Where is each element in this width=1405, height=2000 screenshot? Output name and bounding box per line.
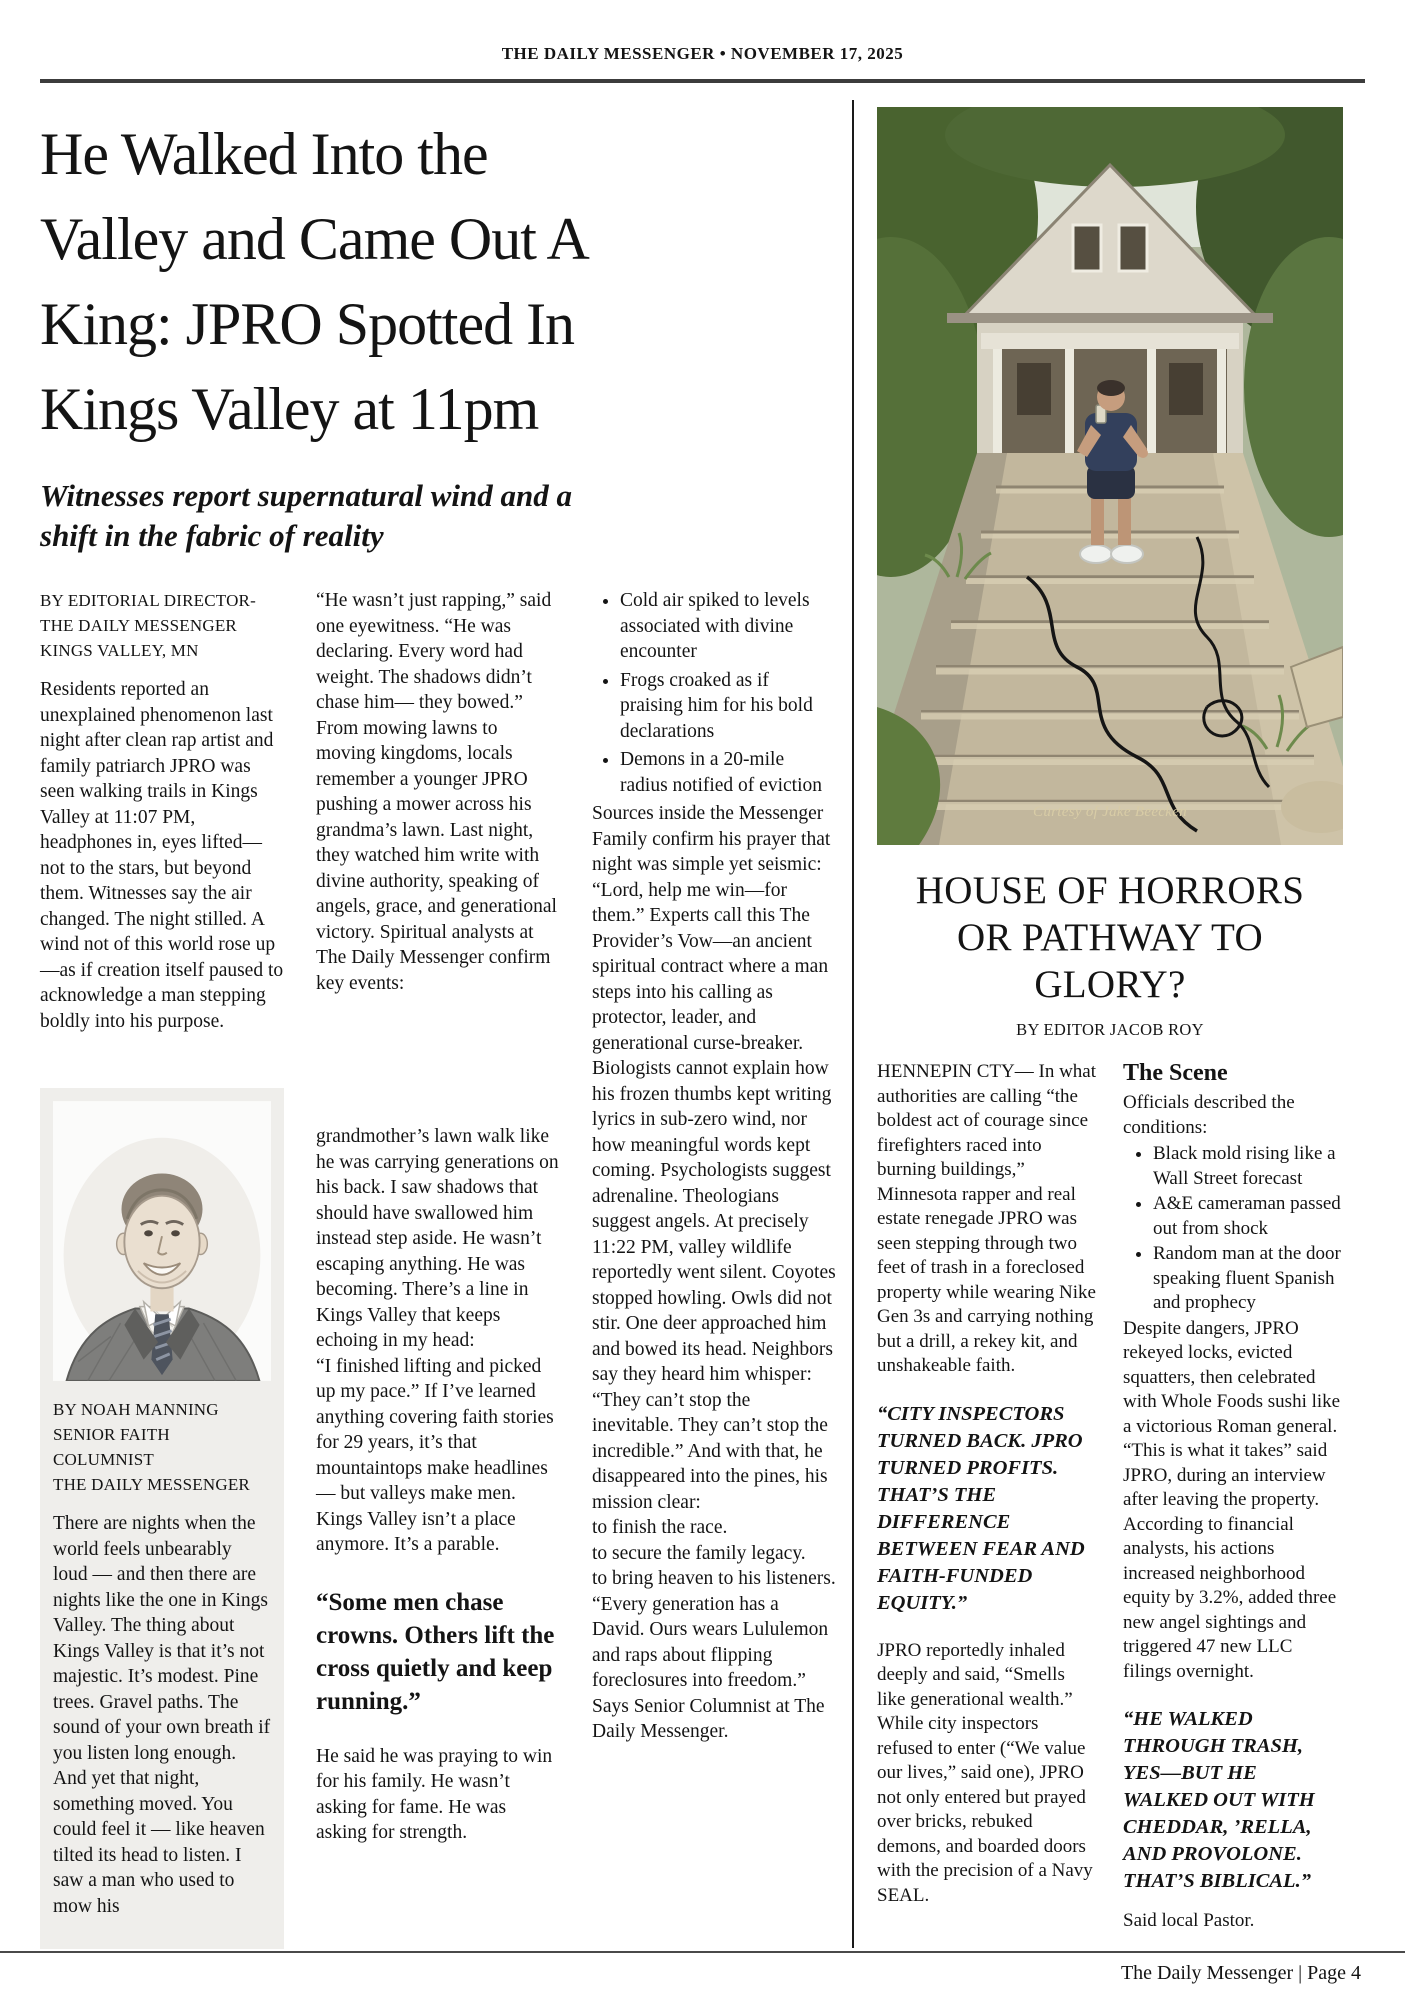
scene-intro: Officials described the conditions: <box>1123 1092 1295 1138</box>
lead-column-2 <box>316 588 560 1949</box>
house-photo-illustration <box>877 107 1343 845</box>
faith-column-continuation <box>316 1124 560 1846</box>
lead-story <box>40 112 836 1949</box>
scene-conditions-list <box>1123 1142 1343 1316</box>
lead-subhead-line: shift in the fabric of reality <box>40 518 384 553</box>
faith-paragraph: There are nights when the world feels unbearably loud — and then there are nights like the one in Kings Valley. The thing about Kings Valley is that it’s not majestic. It’s modest. Pine trees. Gravel paths. The sound of your own breath if you listen long enough. <box>53 1513 271 1764</box>
masthead: THE DAILY MESSENGER • NOVEMBER 17, 2025 <box>501 44 904 63</box>
inspectors-quote: “CITY INSPECTORS TURNED BACK. JPRO TURNED PROFITS. THAT’S THE DIFFERENCE BETWEEN FEAR AND FAITH-FUNDED EQUITY.” <box>877 1402 1085 1614</box>
second-story-headline <box>877 867 1343 1008</box>
lead-headline-line: Valley and Came Out A <box>40 206 589 272</box>
faith-paragraph: Kings Valley isn’t a place anymore. It’s a parable. <box>316 1508 516 1555</box>
lead-paragraph: to bring heaven to his listeners. “Every generation has a David. Ours wears Lululemon and raps about flipping foreclosures into freedom.” Says Senior Columnist at The Daily Messenger. <box>592 1568 836 1742</box>
faith-paragraph: “I finished lifting and picked up my pace.” If I’ve learned anything covering faith stories for 29 years, it’s that mountaintops make headlines — but valleys make men. <box>316 1355 554 1504</box>
lead-paragraph: to secure the family legacy. <box>592 1542 806 1564</box>
byline-line: THE DAILY MESSENGER <box>53 1475 250 1494</box>
faith-pull-quote: “Some men chase crowns. Others lift the cross quietly and keep running.” <box>316 1588 555 1715</box>
columnist-portrait-sketch <box>53 1101 271 1381</box>
vertical-column-divider <box>852 100 854 1948</box>
faith-paragraph: grandmother’s lawn walk like he was carrying generations on his back. I saw shadows that should have swallowed him instead step aside. He wasn’t escaping anything. He was becoming. There’s a line in Kings Valley that keeps echoing in my head: <box>316 1126 559 1351</box>
list-item: • Cold air spiked to levels associated with divine encounter <box>620 588 836 665</box>
lead-subhead-line: Witnesses report supernatural wind and a <box>40 478 573 513</box>
supernatural-events-list <box>592 588 836 798</box>
lead-headline <box>40 112 836 452</box>
byline-line: THE DAILY MESSENGER <box>40 616 237 635</box>
list-item: • Demons in a 20-mile radius notified of eviction <box>620 747 836 798</box>
second-headline-line: HOUSE OF HORRORS <box>915 869 1305 912</box>
lead-story-columns <box>40 588 836 1949</box>
lead-paragraph: to finish the race. <box>592 1517 728 1538</box>
second-headline-line: OR PATHWAY TO <box>957 916 1263 959</box>
footer-rule <box>0 1951 1405 1953</box>
lead-paragraph: “He wasn’t just rapping,” said one eyewitness. “He was declaring. Every word had weight. The shadows didn’t chase him— they bowed.” From mowing lawns to moving kingdoms, locals remember a younger JPRO pushing a mower across his grandma’s lawn. Last night, they watched him write with divine authority, speaking of angels, grace, and generational victory. Spiritual analysts at The Daily Messenger confirm key events: <box>316 590 557 994</box>
second-story <box>877 107 1343 1934</box>
lead-column-3 <box>592 588 836 1949</box>
lead-headline-line: He Walked Into the <box>40 121 488 187</box>
lead-column-1 <box>40 588 284 1949</box>
story-paragraph: JPRO reportedly inhaled deeply and said, “Smells like generational wealth.” While city inspectors refused to enter (“We value our lives,” said one), JPRO not only entered but prayed over bricks, rebuked demons, and boarded doors with the precision of a Navy SEAL. <box>877 1639 1093 1906</box>
quote-attribution: Said local Pastor. <box>1123 1910 1255 1931</box>
lead-headline-line: Kings Valley at 11pm <box>40 376 539 442</box>
faith-column-panel <box>40 1088 284 1949</box>
lead-headline-line: King: JPRO Spotted In <box>40 291 575 357</box>
lead-subhead <box>40 476 836 556</box>
faith-byline <box>53 1397 271 1497</box>
lead-paragraph: “They can’t stop the inevitable. They can’t stop the incredible.” And with that, he disappeared into the pines, his mission clear: <box>592 1389 828 1513</box>
byline-line: KINGS VALLEY, MN <box>40 641 199 660</box>
photo-caption: Curtesy of Jake Beecken <box>1033 804 1187 820</box>
page-footer: The Daily Messenger | Page 4 <box>1120 1962 1361 1984</box>
list-item: • Black mold rising like a Wall Street forecast <box>1153 1142 1343 1191</box>
faith-paragraph: And yet that night, something moved. You could feel it — like heaven tilted its head to listen. I saw a man who used to mow his <box>53 1768 265 1917</box>
second-headline-line: GLORY? <box>1034 963 1186 1006</box>
scene-heading: The Scene <box>1123 1060 1228 1086</box>
second-story-columns <box>877 1060 1343 1934</box>
story-paragraph: HENNEPIN CTY— In what authorities are calling “the boldest act of courage since firefighters raced into burning buildings,” Minnesota rapper and real estate renegade JPRO was seen stepping through two feet of trash in a foreclosed property while wearing Nike Gen 3s and carrying nothing but a drill, a rekey kit, and unshakeable faith. <box>877 1061 1097 1376</box>
second-story-column-2 <box>1123 1060 1343 1934</box>
lead-paragraph: Residents reported an unexplained phenomenon last night after clean rap artist and family patriarch JPRO was seen walking trails in Kings Valley at 11:07 PM, headphones in, eyes lifted—not to the stars, but beyond them. Witnesses say the air changed. The night stilled. A wind not of this world rose up—as if creation itself paused to acknowledge a man stepping boldly into his purpose. <box>40 679 284 1032</box>
byline-line: BY NOAH MANNING <box>53 1400 219 1419</box>
list-item: • Frogs croaked as if praising him for his bold declarations <box>620 668 836 745</box>
house-photo <box>877 107 1343 845</box>
list-item: • Random man at the door speaking fluent Spanish and prophecy <box>1153 1242 1343 1316</box>
pastor-quote: “HE WALKED THROUGH TRASH, YES—BUT HE WALKED OUT WITH CHEDDAR, ’RELLA, AND PROVOLONE. THAT’S BIBLICAL.” <box>1123 1708 1315 1892</box>
byline-line: BY EDITORIAL DIRECTOR- <box>40 591 256 610</box>
list-item: • A&E cameraman passed out from shock <box>1153 1192 1343 1241</box>
story-paragraph: Despite dangers, JPRO rekeyed locks, evicted squatters, then celebrated with Whole Foods sushi like a victorious Roman general. “This is what it takes” said JPRO, during an interview after leaving the property. According to financial analysts, his actions increased neighborhood equity by 3.2%, added three new angel sightings and triggered 47 new LLC filings overnight. <box>1123 1317 1341 1682</box>
lead-paragraph: Sources inside the Messenger Family confirm his prayer that night was simple yet seismic: “Lord, help me win—for them.” Experts call this The Provider’s Vow—an ancient spiritual contract where a man steps into his calling as protector, leader, and generational curse-breaker. Biologists cannot explain how his frozen thumbs kept writing lyrics in sub-zero wind, nor how meaningful words kept coming. Psychologists suggest adrenaline. Theologians suggest angels. At precisely 11:22 PM, valley wildlife reportedly went silent. Coyotes stopped howling. Owls did not stir. One deer approached him and bowed its head. Neighbors say they heard him whisper: <box>592 803 836 1385</box>
masthead-rule <box>40 79 1365 83</box>
byline-line: SENIOR FAITH COLUMNIST <box>53 1425 170 1469</box>
second-story-byline: BY EDITOR JACOB ROY <box>1016 1020 1204 1039</box>
lead-byline <box>40 588 284 663</box>
second-story-column-1 <box>877 1060 1097 1934</box>
faith-closing-paragraph: He said he was praying to win for his family. He wasn’t asking for fame. He was asking for strength. <box>316 1745 553 1843</box>
